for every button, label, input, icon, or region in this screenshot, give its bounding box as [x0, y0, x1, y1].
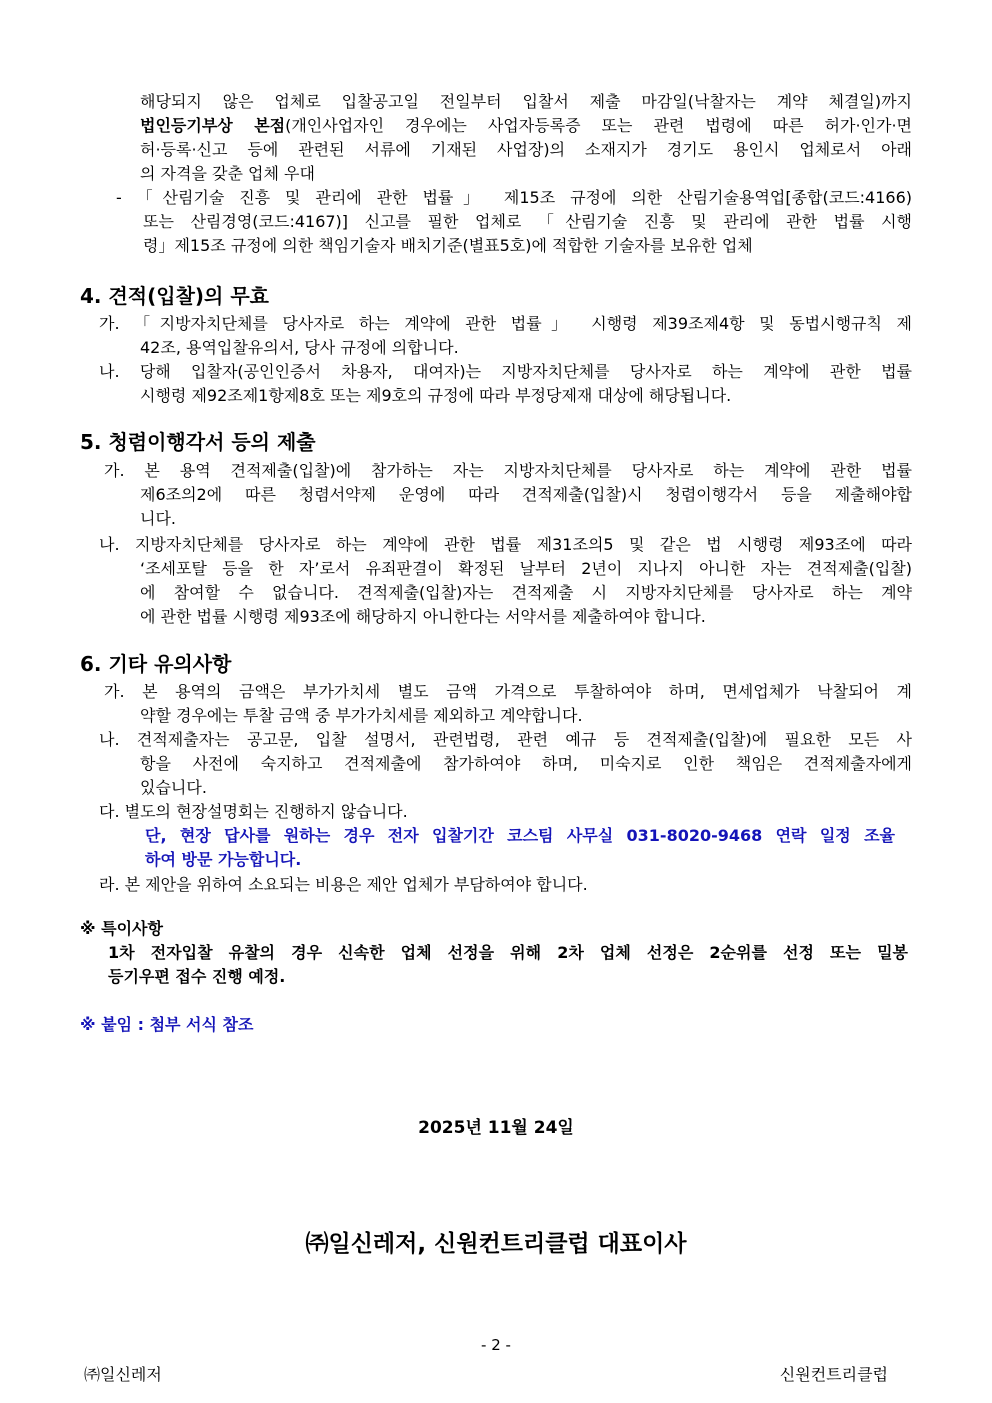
list-item-cont: 에 관한 법률 시행령 제93조에 해당하지 아니한다는 서약서를 제출하여야 합니다.	[140, 607, 706, 626]
section-heading: 4. 견적(입찰)의 무효	[80, 284, 269, 308]
highlight-notice: 단, 현장 답사를 원하는 경우 전자 입찰기간 코스팀 사무실 031-8020-9468 연락 일정 조율	[145, 826, 895, 845]
list-item-cont: 약할 경우에는 투찰 금액 중 부가가치세를 제외하고 계약합니다.	[140, 706, 583, 725]
document-date: 2025년 11월 24일	[418, 1118, 574, 1138]
body-text: (개인사업자인 경우에는 사업자등록증 또는 관련 법령에 따른 허가·인가·면	[285, 116, 912, 135]
list-item-cont: 에 참여할 수 없습니다. 견적제출(입찰)자는 견적제출 시 지방자치단체를 당사자로 하는 계약	[140, 583, 912, 602]
section-heading: 5. 청렴이행각서 등의 제출	[80, 430, 316, 454]
body-line	[140, 114, 912, 138]
page-number: - 2 -	[481, 1336, 511, 1354]
body-line: 해당되지 않은 업체로 입찰공고일 전일부터 입찰서 제출 마감일(낙찰자는 계약 체결일)까지	[140, 92, 912, 111]
list-item: 가. 본 용역 견적제출(입찰)에 참가하는 자는 지방자치단체를 당사자로 하는 계약에 관한 법률	[104, 461, 912, 480]
list-item: 가. 본 용역의 금액은 부가가치세 별도 금액 가격으로 투찰하여야 하며, 면세업체가 낙찰되어 계	[104, 682, 912, 701]
list-item: 라. 본 제안을 위하여 소요되는 비용은 제안 업체가 부담하여야 합니다.	[99, 875, 588, 894]
list-item-cont: 42조, 용역입찰유의서, 당사 규정에 의합니다.	[140, 338, 459, 357]
bullet-line: 또는 산림경영(코드:4167)] 신고를 필한 업체로 「산림기술 진흥 및 관리에 관한 법률 시행	[143, 212, 912, 231]
special-line: 1차 전자입찰 유찰의 경우 신속한 업체 선정을 위해 2차 업체 선정은 2순위를 선정 또는 밀봉	[108, 943, 908, 962]
list-item-cont: 항을 사전에 숙지하고 견적제출에 참가하여야 하며, 미숙지로 인한 책임은 견적제출자에게	[140, 754, 912, 773]
body-line: 허·등록·신고 등에 관련된 서류에 기재된 사업장)의 소재지가 경기도 용인시 업체로서 아래	[140, 140, 912, 159]
list-item-cont: 시행령 제92조제1항제8호 또는 제9호의 규정에 따라 부정당제재 대상에 해당됩니다.	[140, 386, 732, 405]
list-item-cont: 있습니다.	[140, 778, 207, 797]
list-item: 다. 별도의 현장설명회는 진행하지 않습니다.	[99, 802, 408, 821]
body-line: 의 자격을 갖춘 업체 우대	[140, 164, 315, 183]
bold-term: 법인등기부상 본점	[140, 116, 286, 135]
bullet-line: - 「산림기술 진흥 및 관리에 관한 법률」 제15조 규정에 의한 산림기술용역업[종합(코드:4166)	[116, 188, 912, 207]
list-item: 나. 당해 입찰자(공인인증서 차용자, 대여자)는 지방자치단체를 당사자로 하는 계약에 관한 법률	[99, 362, 912, 381]
footer-left: ㈜일신레저	[84, 1365, 162, 1384]
special-title: ※ 특이사항	[80, 919, 163, 938]
list-item-cont: 제6조의2에 따른 청렴서약제 운영에 따라 견적제출(입찰)시 청렴이행각서 등을 제출해야합	[140, 485, 912, 504]
section-heading: 6. 기타 유의사항	[80, 652, 232, 676]
list-item: 나. 견적제출자는 공고문, 입찰 설명서, 관련법령, 관련 예규 등 견적제출(입찰)에 필요한 모든 사	[99, 730, 912, 749]
list-item: 나. 지방자치단체를 당사자로 하는 계약에 관한 법률 제31조의5 및 같은 법 시행령 제93조에 따라	[99, 535, 912, 554]
list-item-cont: ‘조세포탈 등을 한 자’로서 유죄판결이 확정된 날부터 2년이 지나지 아니한 자는 견적제출(입찰)	[140, 559, 912, 578]
list-item: 가. 「지방자치단체를 당사자로 하는 계약에 관한 법률」 시행령 제39조제4항 및 동법시행규칙 제	[99, 314, 912, 333]
footer-right: 신원컨트리클럽	[779, 1365, 888, 1384]
attachment-note: ※ 붙임 : 첨부 서식 참조	[80, 1015, 254, 1034]
signature-line: ㈜일신레저, 신원컨트리클럽 대표이사	[305, 1231, 687, 1257]
bullet-line: 령」제15조 규정에 의한 책임기술자 배치기준(별표5호)에 적합한 기술자를 보유한 업체	[143, 236, 753, 255]
highlight-notice: 하여 방문 가능합니다.	[145, 850, 302, 869]
list-item-cont: 니다.	[140, 509, 176, 528]
special-line: 등기우편 접수 진행 예정.	[108, 967, 286, 986]
